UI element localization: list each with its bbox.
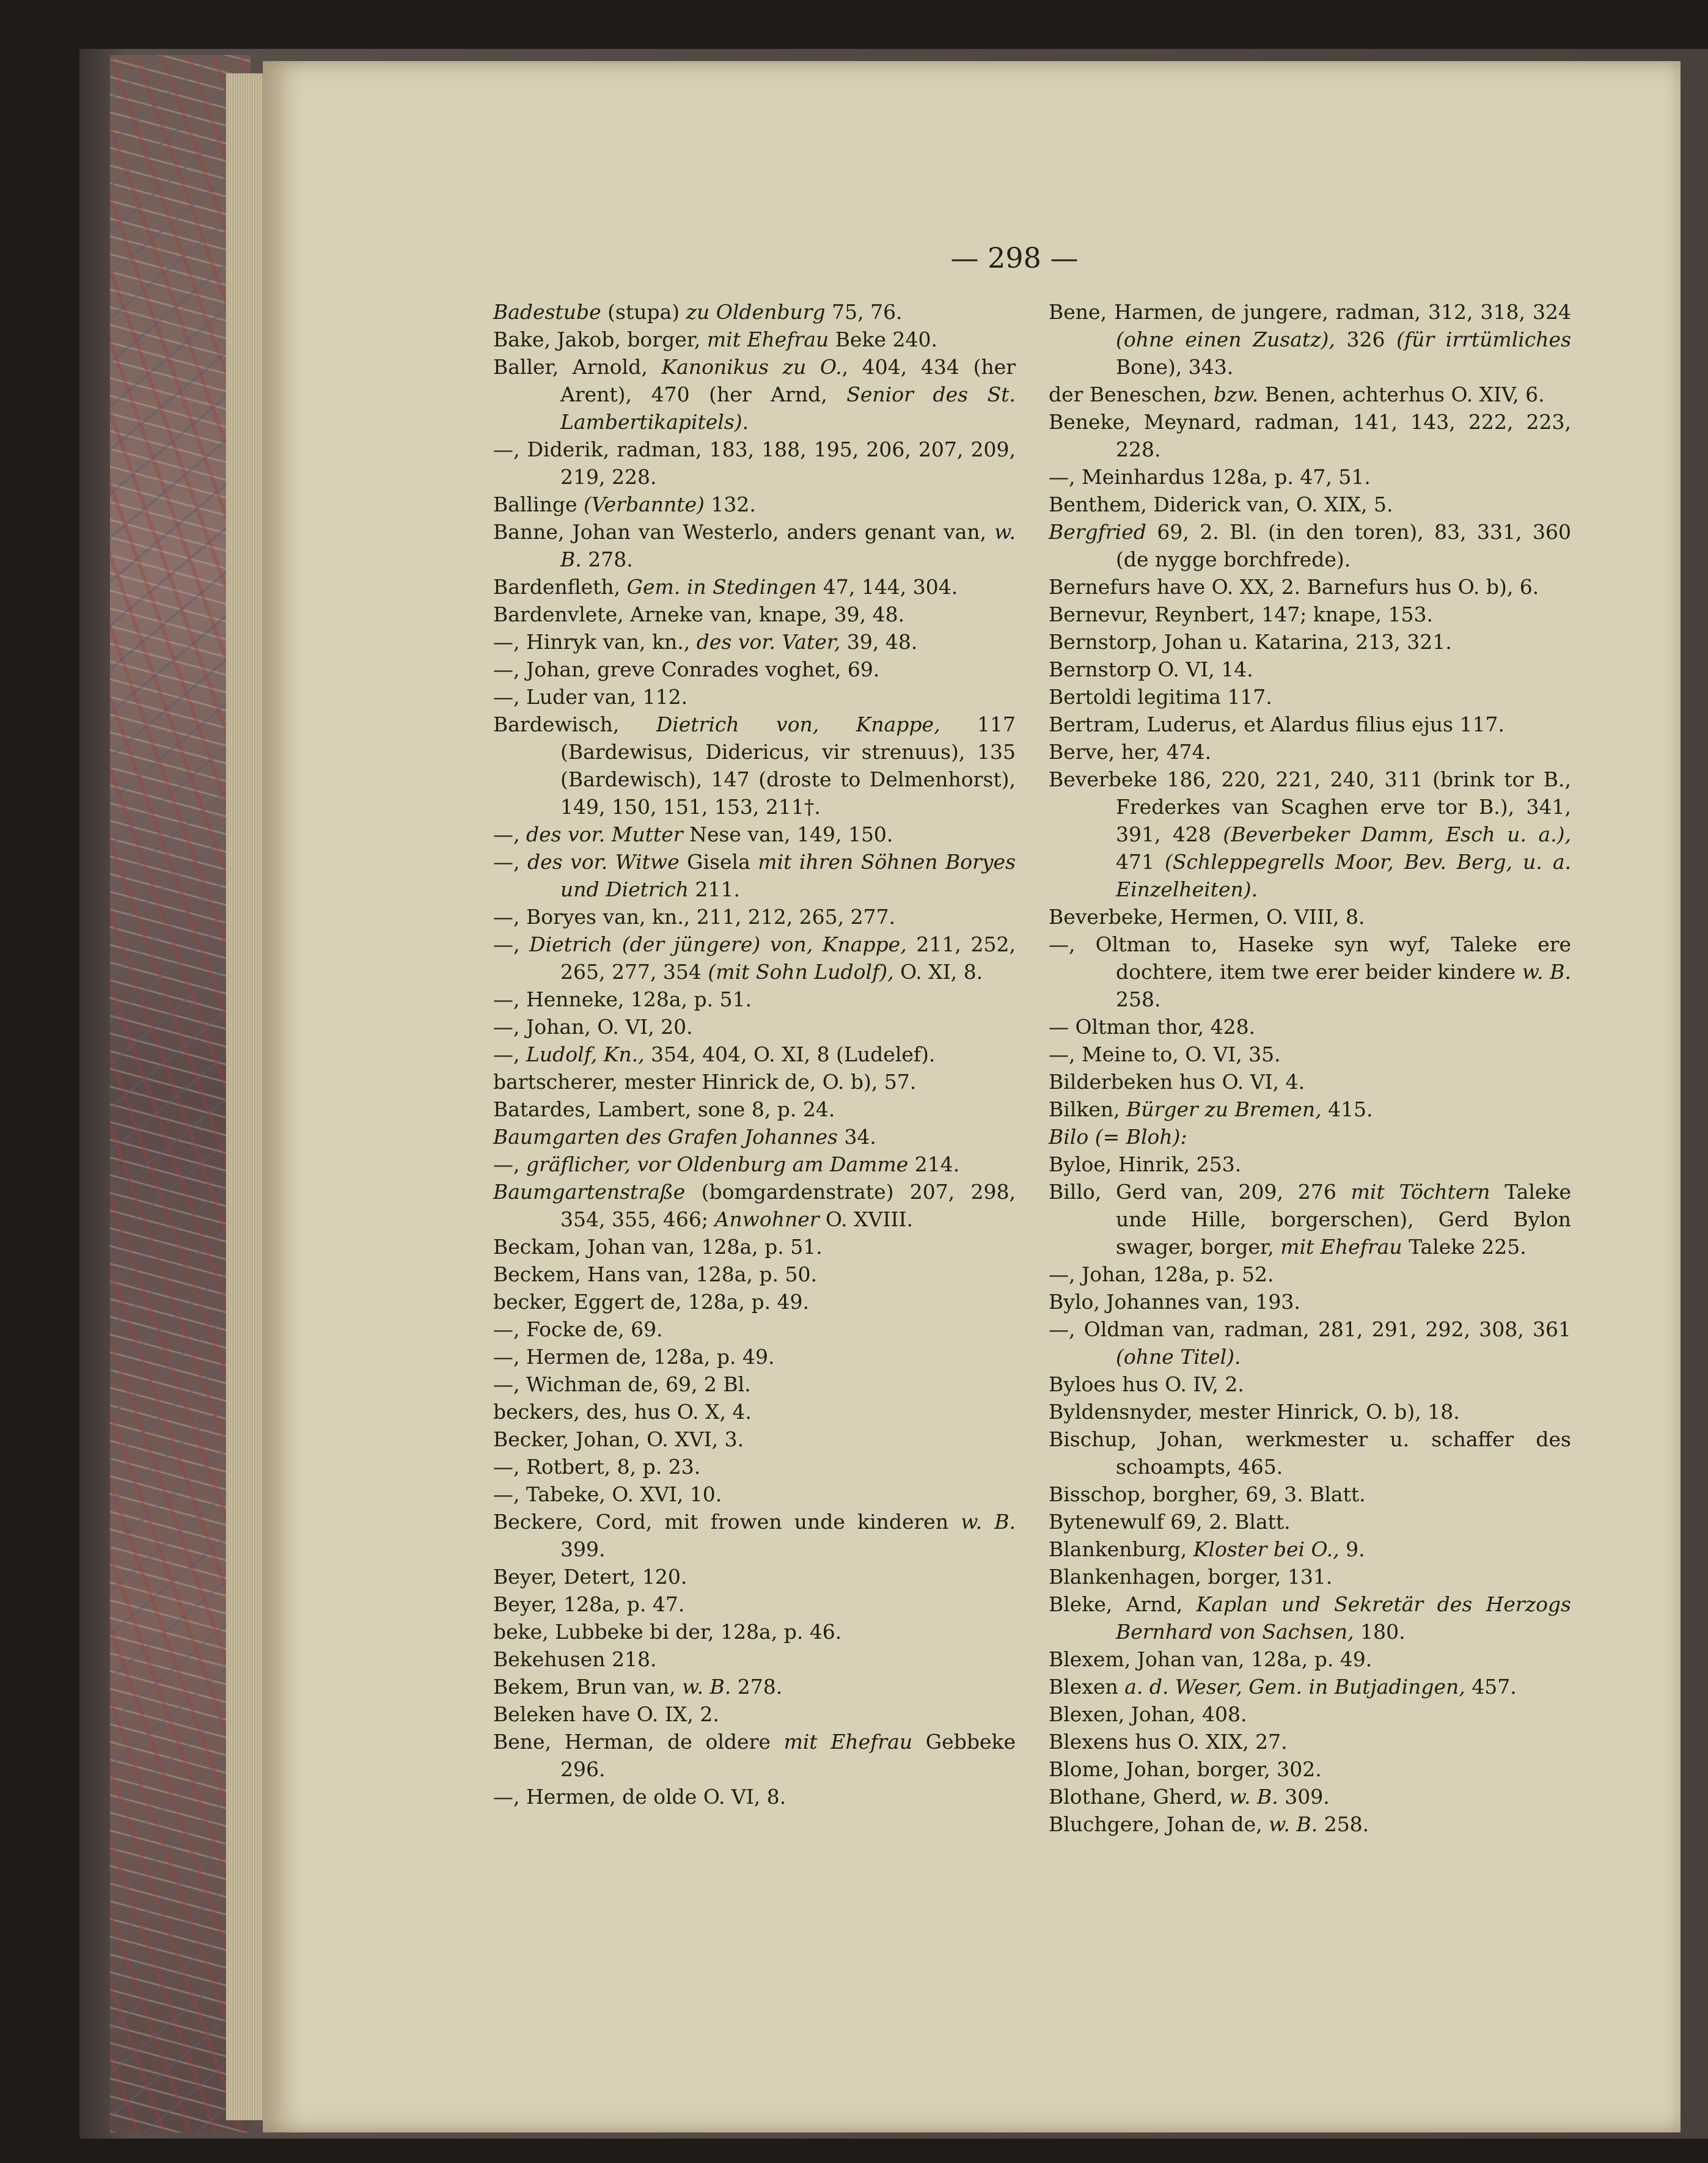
entry-text: Taleke unde Hille, borgerschen), Gerd Bylon swager, borger, <box>1116 1180 1571 1259</box>
index-entry <box>1049 1563 1571 1590</box>
index-entry <box>493 1673 1016 1700</box>
entry-text-italic: w. B. <box>1269 1812 1318 1836</box>
entry-text: Bone), 343. <box>1116 355 1234 379</box>
index-entry <box>493 1316 1016 1343</box>
entry-text: 47, 144, 304. <box>816 575 958 599</box>
entry-text: Blexem, Johan van, 128a, p. 49. <box>1049 1647 1373 1671</box>
entry-text: Nese van, 149, 150. <box>683 822 893 846</box>
index-entry <box>493 821 1016 848</box>
entry-text: Blankenhagen, borger, 131. <box>1049 1565 1333 1589</box>
entry-text: Bene, Harmen, de jungere, radman, 312, 318, 324 <box>1049 300 1571 324</box>
index-entry <box>493 1398 1016 1426</box>
index-entry <box>493 986 1016 1013</box>
entry-text-italic: Baumgartenstraße <box>493 1180 686 1204</box>
index-entry <box>493 1261 1016 1288</box>
index-entry <box>493 1645 1016 1673</box>
index-entry <box>493 1590 1016 1618</box>
entry-text: 9. <box>1339 1537 1365 1561</box>
index-entry <box>1049 766 1571 903</box>
entry-text: 132. <box>704 492 756 516</box>
entry-text: —, Meine to, O. VI, 35. <box>1049 1042 1281 1066</box>
entry-text: Beverbeke, Hermen, O. VIII, 8. <box>1049 905 1365 929</box>
entry-text: bartscherer, mester Hinrick de, O. b), 57. <box>493 1070 917 1094</box>
entry-text: 326 <box>1335 328 1397 351</box>
index-entry <box>1049 1151 1571 1178</box>
index-entry <box>493 1041 1016 1068</box>
entry-text-italic: (Schleppegrells Moor, Bev. Berg, u. a. Einzelheiten). <box>1116 850 1571 901</box>
entry-text: Bilken, <box>1049 1097 1127 1121</box>
index-column-left <box>493 298 1016 1810</box>
entry-text: Beyer, Detert, 120. <box>493 1565 687 1589</box>
index-entry <box>1049 298 1571 381</box>
entry-text-italic: Bergfried <box>1049 520 1146 544</box>
index-entry <box>493 491 1016 518</box>
entry-text: 180. <box>1354 1620 1406 1644</box>
index-entry <box>493 1480 1016 1508</box>
entry-text: Bertoldi legitima 117. <box>1049 685 1272 709</box>
index-entry <box>1049 1261 1571 1288</box>
entry-text-italic: (Beverbeker Damm, Esch u. a.), <box>1223 822 1571 846</box>
entry-text-italic: (für irrtümliches <box>1396 328 1572 351</box>
entry-text: Batardes, Lambert, sone 8, p. 24. <box>493 1097 835 1121</box>
entry-text: Banne, Johan van Westerlo, anders genant van, <box>493 520 995 544</box>
index-entry <box>1049 1508 1571 1535</box>
entry-text: Ballinge <box>493 492 584 516</box>
index-entry <box>1049 683 1571 711</box>
entry-text: 471 <box>1116 850 1165 874</box>
entry-text: 214. <box>908 1152 960 1176</box>
entry-text: Beke 240. <box>829 328 938 351</box>
entry-text: Bernstorp, Johan u. Katarina, 213, 321. <box>1049 630 1452 654</box>
index-entry <box>493 1096 1016 1123</box>
index-entry <box>493 1123 1016 1151</box>
entry-text: Bisschop, borgher, 69, 3. Blatt. <box>1049 1482 1366 1506</box>
entry-text: —, Meinhardus 128a, p. 47, 51. <box>1049 465 1371 489</box>
entry-text: Baller, Arnold, <box>493 355 662 379</box>
entry-text: Berve, her, 474. <box>1049 740 1212 764</box>
index-entry <box>493 1508 1016 1563</box>
entry-text-italic: Bilo (= Bloh): <box>1049 1125 1187 1149</box>
entry-text: Beverbeke 186, 220, 221, 240, 311 (brink tor B., Frederkes van Scaghen erve tor B.), 341, 391, 428 <box>1049 767 1571 846</box>
index-entry <box>493 683 1016 711</box>
index-entry <box>1049 656 1571 683</box>
index-entry <box>1049 463 1571 491</box>
entry-text: Bernevur, Reynbert, 147; knape, 153. <box>1049 602 1433 626</box>
entry-text: Bernefurs have O. XX, 2. Barnefurs hus O. b), 6. <box>1049 575 1539 599</box>
entry-text: 278. <box>581 547 633 571</box>
index-entry <box>1049 1728 1571 1755</box>
entry-text: —, Hinryk van, kn., <box>493 630 697 654</box>
index-entry <box>1049 1288 1571 1316</box>
entry-text: —, Hermen de, 128a, p. 49. <box>493 1345 775 1369</box>
index-entry <box>493 326 1016 353</box>
index-entry <box>493 1563 1016 1590</box>
index-entry <box>1049 738 1571 766</box>
index-entry <box>1049 1123 1571 1151</box>
entry-text: (bomgardenstrate) 207, 298, 354, 355, 466; <box>560 1180 1016 1231</box>
entry-text: 278. <box>731 1675 783 1699</box>
index-entry <box>493 1700 1016 1728</box>
entry-text: 34. <box>837 1125 876 1149</box>
entry-text: —, Johan, O. VI, 20. <box>493 1015 693 1039</box>
entry-text: Bytenewulf 69, 2. Blatt. <box>1049 1510 1291 1534</box>
entry-text: Bleke, Arnd, <box>1049 1592 1197 1616</box>
entry-text: 258. <box>1318 1812 1369 1836</box>
entry-text: Blome, Johan, borger, 302. <box>1049 1757 1322 1781</box>
entry-text: —, <box>493 1042 526 1066</box>
index-entry <box>1049 1371 1571 1398</box>
index-entry <box>1049 931 1571 1013</box>
index-entry <box>493 628 1016 656</box>
index-entry <box>493 1151 1016 1178</box>
entry-text: Gisela <box>679 850 758 874</box>
entry-text: O. XI, 8. <box>893 960 983 984</box>
entry-text: Beneke, Meynard, radman, 141, 143, 222, 223, 228. <box>1049 410 1571 461</box>
index-entry <box>493 353 1016 436</box>
index-entry <box>493 573 1016 601</box>
index-entry <box>493 1453 1016 1480</box>
entry-text: 75, 76. <box>825 300 903 324</box>
entry-text: Becker, Johan, O. XVI, 3. <box>493 1427 744 1451</box>
index-entry <box>493 656 1016 683</box>
index-entry <box>1049 1068 1571 1096</box>
entry-text: Bischup, Johan, werkmester u. schaffer des schoampts, 465. <box>1049 1427 1571 1479</box>
index-entry <box>1049 1755 1571 1783</box>
entry-text-italic: des vor. Witwe <box>527 850 680 874</box>
index-column-right <box>1049 298 1571 1838</box>
entry-text: —, Wichman de, 69, 2 Bl. <box>493 1372 751 1396</box>
index-entry <box>493 711 1016 821</box>
entry-text: —, Johan, 128a, p. 52. <box>1049 1262 1274 1286</box>
entry-text-italic: mit Ehefrau <box>783 1730 913 1754</box>
entry-text: beckers, des, hus O. X, 4. <box>493 1400 752 1424</box>
entry-text: Benen, achterhus O. XIV, 6. <box>1258 382 1545 406</box>
index-entry <box>493 1178 1016 1233</box>
entry-text: —, Johan, greve Conrades voghet, 69. <box>493 657 880 681</box>
entry-text: —, <box>493 932 530 956</box>
entry-text: —, Luder van, 112. <box>493 685 688 709</box>
entry-text: Bylo, Johannes van, 193. <box>1049 1290 1300 1314</box>
entry-text: —, <box>493 850 527 874</box>
entry-text-italic: Kaplan und Sekretär des Herzogs Bernhard von Sachsen, <box>1116 1592 1571 1644</box>
entry-text: Blothane, Gherd, <box>1049 1785 1230 1809</box>
index-entry <box>493 1783 1016 1810</box>
entry-text-italic: Kanonikus zu O. <box>661 355 842 379</box>
entry-text: —, Henneke, 128a, p. 51. <box>493 987 752 1011</box>
entry-text: Byldensnyder, mester Hinrick, O. b), 18. <box>1049 1400 1460 1424</box>
entry-text: Bluchgere, Johan de, <box>1049 1812 1269 1836</box>
entry-text-italic: bzw. <box>1213 382 1259 406</box>
entry-text: Bernstorp O. VI, 14. <box>1049 657 1253 681</box>
entry-text-italic: Anwohner <box>714 1207 819 1231</box>
entry-text: 69, 2. Bl. (in den toren), 83, 331, 360 (de nygge borchfrede). <box>1116 520 1571 571</box>
entry-text: Bake, Jakob, borger, <box>493 328 707 351</box>
entry-text: Beleken have O. IX, 2. <box>493 1702 719 1726</box>
entry-text: becker, Eggert de, 128a, p. 49. <box>493 1290 810 1314</box>
index-entry <box>493 601 1016 628</box>
index-entry <box>1049 1013 1571 1041</box>
index-entry <box>1049 711 1571 738</box>
index-entry <box>1049 1096 1571 1123</box>
entry-text-italic: Bürger zu Bremen, <box>1126 1097 1322 1121</box>
entry-text: der Beneschen, <box>1049 382 1214 406</box>
index-entry <box>1049 381 1571 408</box>
entry-text: Bilderbeken hus O. VI, 4. <box>1049 1070 1305 1094</box>
entry-text-italic: mit Ehefrau <box>706 328 829 351</box>
entry-text: 211. <box>689 877 740 901</box>
entry-text: Blexen, Johan, 408. <box>1049 1702 1247 1726</box>
entry-text-italic: (ohne einen Zusatz), <box>1116 328 1335 351</box>
entry-text: 39, 48. <box>840 630 918 654</box>
index-entry <box>493 1371 1016 1398</box>
entry-text-italic: des vor. Mutter <box>526 822 683 846</box>
index-entry <box>493 1728 1016 1783</box>
entry-text-italic: zu Oldenburg <box>686 300 826 324</box>
entry-text: 399. <box>560 1537 606 1561</box>
entry-text: Blankenburg, <box>1049 1537 1193 1561</box>
index-entry <box>1049 408 1571 463</box>
entry-text: (stupa) <box>601 300 686 324</box>
entry-text: Taleke 225. <box>1402 1235 1527 1259</box>
index-entry <box>493 931 1016 986</box>
entry-text: Byloes hus O. IV, 2. <box>1049 1372 1244 1396</box>
entry-text: 117 (Bardewisus, Didericus, vir strenuus), 135 (Bardewisch), 147 (droste to Delmenhorst), 149, 150, 151, 153, 211†. <box>560 712 1016 819</box>
index-entry <box>493 298 1016 326</box>
entry-text-italic: mit Ehefrau <box>1280 1235 1402 1259</box>
entry-text: Beyer, 128a, p. 47. <box>493 1592 685 1616</box>
index-entry <box>1049 1783 1571 1810</box>
entry-text: —, Hermen, de olde O. VI, 8. <box>493 1785 786 1809</box>
entry-text: Beckere, Cord, mit frowen unde kinderen <box>493 1510 961 1534</box>
entry-text: —, Diderik, radman, 183, 188, 195, 206, 207, 209, 219, 228. <box>493 437 1016 489</box>
entry-text: —, Boryes van, kn., 211, 212, 265, 277. <box>493 905 896 929</box>
entry-text: Bardewisch, <box>493 712 656 736</box>
index-entry <box>1049 1590 1571 1645</box>
entry-text: —, Oldman van, radman, 281, 291, 292, 308, 361 <box>1049 1317 1571 1341</box>
index-entry <box>1049 1645 1571 1673</box>
entry-text: Bardenfleth, <box>493 575 627 599</box>
index-entry <box>1049 1316 1571 1371</box>
index-entry <box>1049 1041 1571 1068</box>
entry-text-italic: Dietrich von, Knappe, <box>656 712 940 736</box>
entry-text-italic: (ohne Titel). <box>1116 1345 1241 1369</box>
index-entry <box>1049 601 1571 628</box>
entry-text: 211, 252, 265, 277, 354 <box>560 932 1016 984</box>
index-entry <box>1049 1398 1571 1426</box>
entry-text-italic: (mit Sohn Ludolf), <box>708 960 894 984</box>
entry-text-italic: w. B. <box>961 1510 1016 1534</box>
entry-text: Bardenvlete, Arneke van, knape, 39, 48. <box>493 602 905 626</box>
entry-text: Gebbeke 296. <box>560 1730 1016 1781</box>
entry-text-italic: mit ihren Söhnen Boryes und Dietrich <box>560 850 1016 901</box>
index-entry <box>1049 1178 1571 1261</box>
entry-text-italic: a. d. Weser, Gem. in Butjadingen, <box>1124 1675 1465 1699</box>
entry-text: —, <box>493 822 526 846</box>
entry-text-italic: Badestube <box>493 300 601 324</box>
entry-text-italic: des vor. Vater, <box>696 630 841 654</box>
entry-text: 415. <box>1321 1097 1373 1121</box>
entry-text-italic: Kloster bei O., <box>1193 1537 1340 1561</box>
index-entry <box>1049 1426 1571 1480</box>
entry-text: Benthem, Diderick van, O. XIX, 5. <box>1049 492 1393 516</box>
index-entry <box>493 1618 1016 1645</box>
index-entry <box>493 1343 1016 1371</box>
index-entry <box>1049 1673 1571 1700</box>
index-entry <box>1049 1810 1571 1838</box>
index-entry <box>1049 518 1571 573</box>
index-entry <box>1049 1535 1571 1563</box>
index-entry <box>493 1426 1016 1453</box>
entry-text: Byloe, Hinrik, 253. <box>1049 1152 1242 1176</box>
entry-text: —, Oltman to, Haseke syn wyf, Taleke ere dochtere, item twe erer beider kindere <box>1049 932 1571 984</box>
index-entry <box>1049 1700 1571 1728</box>
entry-text-italic: w. B. <box>1229 1785 1278 1809</box>
entry-text-italic: Gem. in Stedingen <box>626 575 817 599</box>
entry-text: beke, Lubbeke bi der, 128a, p. 46. <box>493 1620 842 1644</box>
entry-text: Beckam, Johan van, 128a, p. 51. <box>493 1235 823 1259</box>
entry-text: O. XVIII. <box>819 1207 914 1231</box>
entry-text-italic: Senior des St. Lambertikapitels). <box>560 382 1016 434</box>
index-entry <box>493 848 1016 903</box>
entry-text: Beckem, Hans van, 128a, p. 50. <box>493 1262 817 1286</box>
entry-text: Blexen <box>1049 1675 1125 1699</box>
index-entry <box>493 1288 1016 1316</box>
entry-text: — Oltman thor, 428. <box>1049 1015 1256 1039</box>
entry-text: 309. <box>1278 1785 1330 1809</box>
index-entry <box>493 1233 1016 1261</box>
entry-text: 258. <box>1116 987 1161 1011</box>
index-entry <box>1049 628 1571 656</box>
entry-text: 457. <box>1465 1675 1517 1699</box>
entry-text: Blexens hus O. XIX, 27. <box>1049 1730 1288 1754</box>
entry-text-italic: w. B. <box>682 1675 731 1699</box>
entry-text: , 404, 434 (her Arent), 470 (her Arnd, <box>560 355 1016 406</box>
entry-text: —, Tabeke, O. XVI, 10. <box>493 1482 722 1506</box>
index-entry <box>493 436 1016 491</box>
index-entry <box>493 1013 1016 1041</box>
entry-text: Bene, Herman, de oldere <box>493 1730 784 1754</box>
index-entry <box>1049 491 1571 518</box>
index-entry <box>1049 573 1571 601</box>
index-entry <box>493 1068 1016 1096</box>
entry-text: —, <box>493 1152 526 1176</box>
entry-text: —, Focke de, 69. <box>493 1317 663 1341</box>
entry-text-italic: w. B. <box>560 520 1016 571</box>
index-entry <box>1049 1480 1571 1508</box>
entry-text: 354, 404, O. XI, 8 (Ludelef). <box>644 1042 936 1066</box>
entry-text: Bertram, Luderus, et Alardus filius ejus 117. <box>1049 712 1505 736</box>
index-entry <box>493 518 1016 573</box>
entry-text-italic: Ludolf, Kn., <box>526 1042 645 1066</box>
entry-text-italic: Dietrich (der jüngere) von, Knappe, <box>529 932 907 956</box>
entry-text-italic: w. B. <box>1522 960 1571 984</box>
entry-text-italic: Baumgarten des Grafen Johannes <box>493 1125 838 1149</box>
entry-text-italic: mit Töchtern <box>1351 1180 1490 1204</box>
entry-text: Billo, Gerd van, 209, 276 <box>1049 1180 1351 1204</box>
entry-text-italic: (Verbannte) <box>583 492 705 516</box>
entry-text: Bekehusen 218. <box>493 1647 657 1671</box>
entry-text: —, Rotbert, 8, p. 23. <box>493 1455 701 1479</box>
entry-text-italic: gräflicher, vor Oldenburg am Damme <box>526 1152 909 1176</box>
page-number: — 298 — <box>950 241 1079 274</box>
index-entry <box>1049 903 1571 931</box>
entry-text: Bekem, Brun van, <box>493 1675 683 1699</box>
index-entry <box>493 903 1016 931</box>
